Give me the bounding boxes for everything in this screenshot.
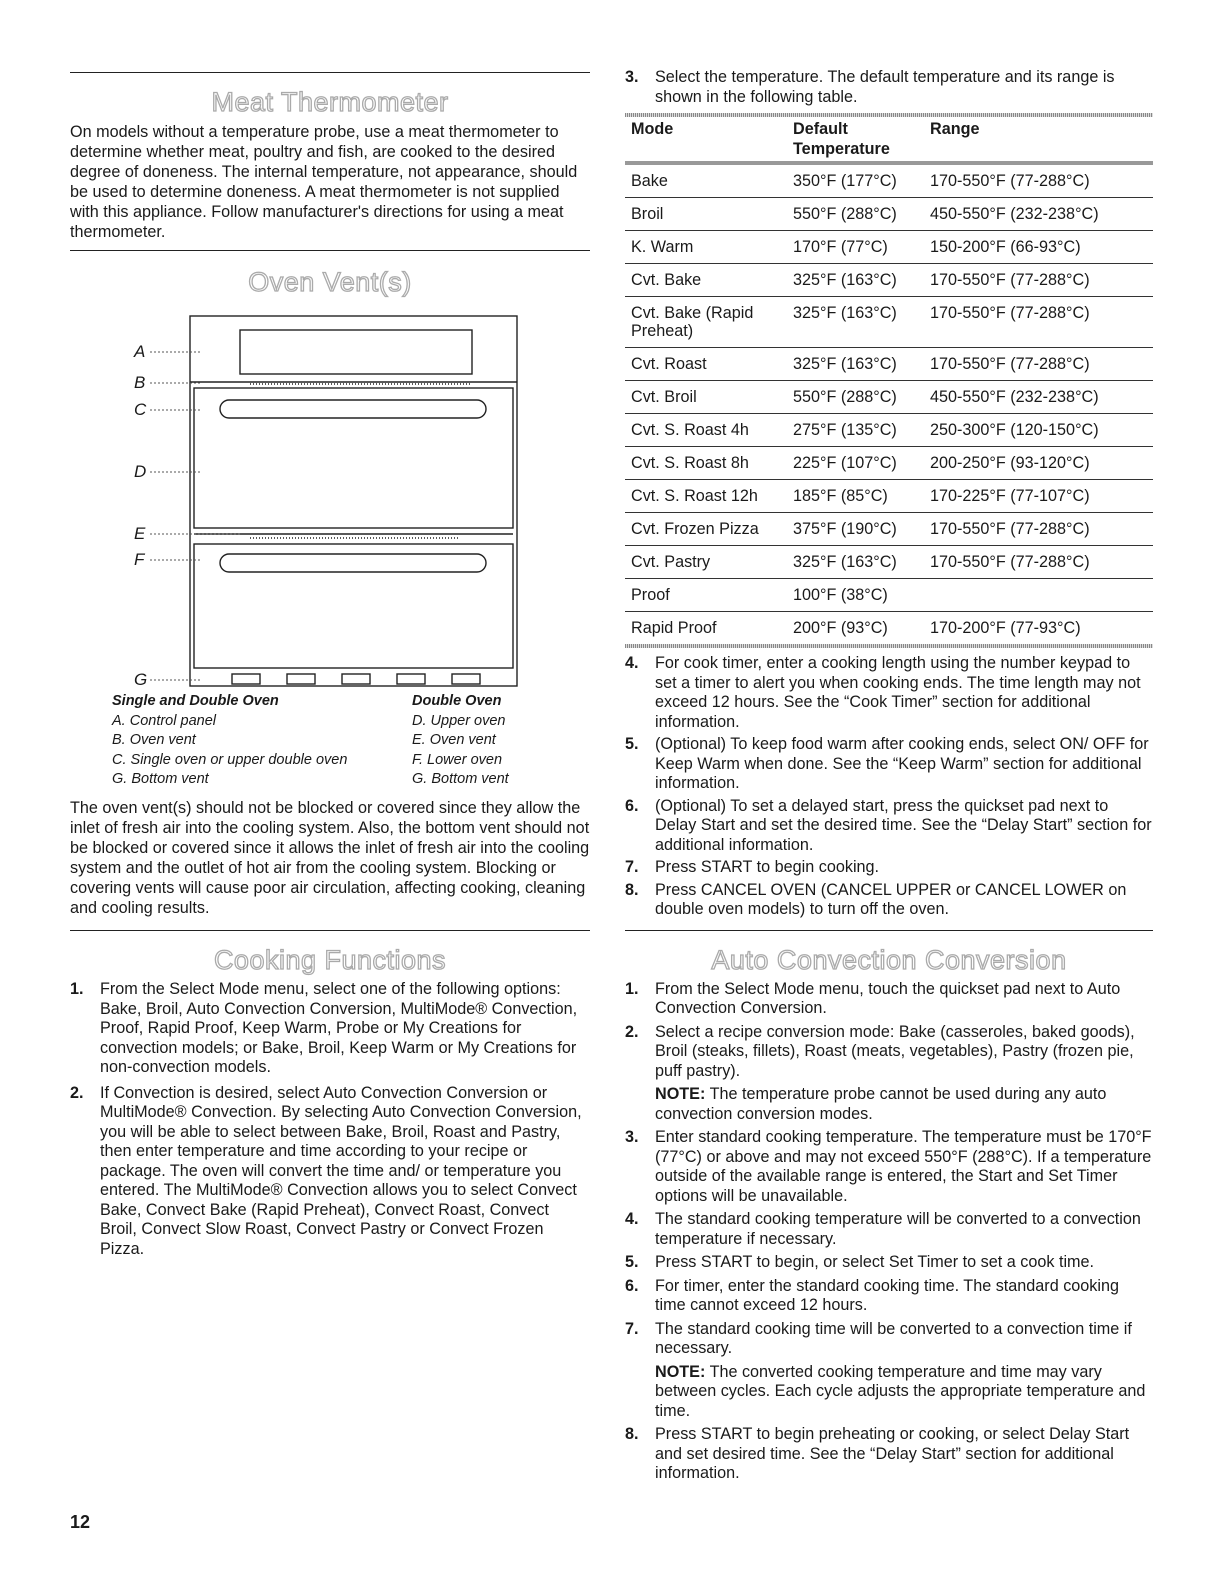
list-item [70, 1084, 590, 1260]
list-item [625, 881, 1153, 920]
cell-range: 170-550°F (77-288°C) [924, 513, 1153, 546]
step-text: From the Select Mode menu, select one of the following options: Bake, Broil, Auto Convection Conversion, MultiMode® Convection, Proof, Rapid Proof, Keep Warm, Probe or My Creations for convection models; or Bake, Broil, Keep Warm or My Creations for non-convection models. [100, 980, 578, 1076]
step-number: 8. [625, 880, 639, 899]
cooking-steps-continued [625, 654, 1153, 920]
list-item [625, 1128, 1153, 1206]
note-text: The converted cooking temperature and time may vary between cycles. Each cycle adjusts the appropriate temperature and time. [655, 1362, 1146, 1420]
cell-default: 100°F (38°C) [787, 579, 924, 612]
cell-range: 170-550°F (77-288°C) [924, 163, 1153, 198]
list-item [625, 797, 1153, 856]
label-f: F [134, 550, 145, 569]
cell-mode: Cvt. Frozen Pizza [625, 513, 787, 546]
page-number: 12 [70, 1512, 91, 1532]
table-header-row [625, 117, 1153, 163]
divider [70, 250, 590, 251]
step-number: 4. [625, 654, 639, 672]
label-c: C [134, 400, 147, 419]
table-row [625, 612, 1153, 645]
table-bottom-rule [625, 644, 1153, 648]
step-number: 3. [625, 1128, 639, 1146]
label-a: A [134, 342, 146, 361]
cell-range: 450-550°F (232-238°C) [924, 198, 1153, 231]
cell-mode: Cvt. Bake [625, 264, 787, 297]
cell-range: 200-250°F (93-120°C) [924, 447, 1153, 480]
label-e: E [134, 524, 146, 543]
cell-mode: Cvt. S. Roast 4h [625, 414, 787, 447]
table-row [625, 297, 1153, 348]
cell-mode: Cvt. Broil [625, 381, 787, 414]
cell-range [924, 579, 1153, 612]
note-text: The temperature probe cannot be used during any auto convection conversion modes. [655, 1085, 1107, 1123]
cell-range: 170-550°F (77-288°C) [924, 546, 1153, 579]
cell-default: 325°F (163°C) [787, 297, 924, 348]
cell-default: 325°F (163°C) [787, 348, 924, 381]
section-heading-auto-convection: Auto Convection Conversion [711, 944, 1067, 975]
step-text: (Optional) To set a delayed start, press the quickset pad next to Delay Start and set the desired time. See the “Delay Start” section for additional information. [655, 796, 1152, 854]
cell-default: 225°F (107°C) [787, 447, 924, 480]
cell-range: 450-550°F (232-238°C) [924, 381, 1153, 414]
step-number: 5. [625, 735, 639, 753]
table-row [625, 546, 1153, 579]
step-text: From the Select Mode menu, touch the quickset pad next to Auto Convection Conversion. [655, 979, 1121, 1017]
caption-right-title: Double Oven [412, 693, 502, 709]
list-item [625, 735, 1153, 794]
left-column [70, 0, 590, 1259]
step-number: 4. [625, 1210, 639, 1228]
list-item [70, 980, 590, 1078]
table-row [625, 231, 1153, 264]
cell-mode: Rapid Proof [625, 612, 787, 645]
step-number: 3. [625, 68, 639, 86]
cell-default: 550°F (288°C) [787, 381, 924, 414]
divider [625, 930, 1153, 931]
table-body [625, 163, 1153, 645]
caption-item: C. Single oven or upper double oven [112, 751, 348, 768]
column-header-mode: Mode [631, 120, 674, 138]
cell-mode: K. Warm [625, 231, 787, 264]
list-item [625, 1320, 1153, 1422]
step-text: If Convection is desired, select Auto Convection Conversion or MultiMode® Convection. By selecting Auto Convection Conversion, you will be able to select between Bake, Broil, Roast and Pastry, then enter temperature and time according to your recipe or package. The oven will convert the time and/ or temperature you entered. The MultiMode® Convection allows you to select Convect Bake, Convect Bake (Rapid Preheat), Convect Roast, Convect Broil, Convect Slow Roast, Convect Pastry or Convect Frozen Pizza. [100, 1083, 582, 1258]
oven-illustration [70, 312, 590, 692]
caption-item: G. Bottom vent [112, 771, 209, 787]
step-number: 8. [625, 1425, 639, 1443]
cell-range: 170-550°F (77-288°C) [924, 348, 1153, 381]
cell-mode: Bake [625, 163, 787, 198]
cell-range: 170-225°F (77-107°C) [924, 480, 1153, 513]
table-row [625, 163, 1153, 198]
divider [70, 930, 590, 931]
table-row [625, 447, 1153, 480]
caption-item: F. Lower oven [412, 751, 503, 768]
cell-range: 250-300°F (120-150°C) [924, 414, 1153, 447]
divider [70, 72, 590, 73]
cell-default: 350°F (177°C) [787, 163, 924, 198]
step-text: Press START to begin preheating or cooking, or select Delay Start and set desired time. See the “Delay Start” section for additional information. [655, 1425, 1130, 1482]
cell-mode: Broil [625, 198, 787, 231]
step-number: 2. [70, 1083, 84, 1102]
cell-mode: Cvt. S. Roast 12h [625, 480, 787, 513]
cell-default: 375°F (190°C) [787, 513, 924, 546]
note [655, 1085, 1153, 1124]
step-text: The standard cooking time will be converted to a convection time if necessary. [655, 1319, 1132, 1357]
auto-convection-steps [625, 980, 1153, 1484]
step-text: Enter standard cooking temperature. The temperature must be 170°F (77°C) or above and may not exceed 550°F (288°C). If a temperature outside of the available range is entered, the Start and Set Timer options will be unavailable. [655, 1128, 1152, 1205]
select-temperature-step [625, 68, 1153, 107]
label-g: G [134, 670, 148, 689]
caption-left [112, 692, 402, 790]
cell-range: 150-200°F (66-93°C) [924, 231, 1153, 264]
step-text: For cook timer, enter a cooking length using the number keypad to set a timer to alert you when cooking ends. The time length may not exceed 12 hours. See the “Cook Timer” section for additional information. [655, 654, 1141, 731]
step-number: 7. [625, 1319, 639, 1338]
column-header-default: Default Temperature [793, 120, 890, 158]
cell-default: 185°F (85°C) [787, 480, 924, 513]
cell-default: 325°F (163°C) [787, 264, 924, 297]
caption-item: A. Control panel [112, 712, 216, 729]
list-item [625, 1023, 1153, 1125]
list-item [625, 1253, 1153, 1273]
cell-default: 325°F (163°C) [787, 546, 924, 579]
right-column [625, 0, 1153, 1484]
table-row [625, 198, 1153, 231]
note [655, 1363, 1153, 1422]
temperature-table [625, 117, 1153, 645]
cell-range: 170-550°F (77-288°C) [924, 297, 1153, 348]
label-d: D [134, 462, 147, 481]
step-text: The standard cooking temperature will be converted to a convection temperature if necessary. [655, 1210, 1141, 1248]
step-text: For timer, enter the standard cooking time. The standard cooking time cannot exceed 12 hours. [655, 1276, 1119, 1314]
table-row [625, 513, 1153, 546]
list-item [625, 858, 1153, 878]
step-text: Select the temperature. The default temperature and its range is shown in the following table. [655, 68, 1115, 106]
label-b: B [134, 373, 146, 392]
step-number: 6. [625, 796, 639, 815]
caption-item: G. Bottom vent [412, 771, 509, 787]
cell-default: 550°F (288°C) [787, 198, 924, 231]
step-number: 1. [70, 980, 84, 998]
oven-vents-body: The oven vent(s) should not be blocked or covered since they allow the inlet of fresh air into the cooling system. Also, the bottom vent should not be blocked or covered since it allows the inlet of fresh air into the cooling system and the outlet of hot air from the cooling system. Blocking or covering vents will cause poor air circulation, affecting cooking, cleaning and cooling results. [70, 799, 590, 917]
table-row [625, 381, 1153, 414]
caption-left-title: Single and Double Oven [112, 693, 279, 709]
step-number: 5. [625, 1253, 639, 1271]
step-text: Press START to begin cooking. [655, 858, 880, 876]
caption-item: B. Oven vent [112, 732, 196, 748]
caption-item: D. Upper oven [412, 712, 506, 729]
cell-mode: Cvt. Pastry [625, 546, 787, 579]
step-number: 2. [625, 1022, 639, 1041]
list-item [625, 654, 1153, 732]
note-label: NOTE: [655, 1362, 706, 1381]
diagram-caption [70, 692, 590, 792]
table-row [625, 264, 1153, 297]
table-row [625, 348, 1153, 381]
step-number: 7. [625, 858, 639, 876]
cell-mode: Cvt. S. Roast 8h [625, 447, 787, 480]
table-row [625, 480, 1153, 513]
cell-default: 170°F (77°C) [787, 231, 924, 264]
step-text: (Optional) To keep food warm after cooking ends, select ON/ OFF for Keep Warm when done. See the “Keep Warm” section for additional information. [655, 735, 1149, 792]
step-text: Press CANCEL OVEN (CANCEL UPPER or CANCEL LOWER on double oven models) to turn off the oven. [655, 880, 1127, 918]
table-row [625, 414, 1153, 447]
caption-item: E. Oven vent [412, 732, 496, 748]
cell-default: 200°F (93°C) [787, 612, 924, 645]
cell-mode: Proof [625, 579, 787, 612]
cell-mode: Cvt. Roast [625, 348, 787, 381]
section-heading-meat-thermometer: Meat Thermometer [211, 87, 449, 117]
cell-range: 170-550°F (77-288°C) [924, 264, 1153, 297]
cell-default: 275°F (135°C) [787, 414, 924, 447]
list-item [625, 1425, 1153, 1484]
list-item [625, 68, 1153, 107]
cooking-functions-steps [70, 980, 590, 1259]
note-label: NOTE: [655, 1085, 706, 1103]
list-item [625, 1277, 1153, 1316]
step-text: Press START to begin, or select Set Timer to set a cook time. [655, 1253, 1095, 1271]
oven-vent-diagram [70, 312, 590, 692]
step-number: 6. [625, 1276, 639, 1295]
cell-mode: Cvt. Bake (Rapid Preheat) [625, 297, 787, 348]
step-number: 1. [625, 979, 639, 998]
table-row [625, 579, 1153, 612]
meat-thermometer-body: On models without a temperature probe, use a meat thermometer to determine whether meat, poultry and fish, are cooked to the desired degree of doneness. The internal temperature, not appearance, should be used to determine doneness. A meat thermometer is not supplied with this appliance. Follow manufacturer's directions for using a meat thermometer. [70, 123, 578, 241]
section-heading-oven-vents: Oven Vent(s) [248, 267, 412, 297]
step-text: Select a recipe conversion mode: Bake (casseroles, baked goods), Broil (steaks, fillets), Roast (meats, vegetables), Pastry (frozen pie, puff pastry). [655, 1022, 1135, 1080]
list-item [625, 980, 1153, 1019]
caption-right [412, 692, 582, 790]
list-item [625, 1210, 1153, 1249]
section-heading-cooking-functions: Cooking Functions [213, 945, 447, 975]
column-header-range: Range [930, 120, 980, 138]
cell-range: 170-200°F (77-93°C) [924, 612, 1153, 645]
